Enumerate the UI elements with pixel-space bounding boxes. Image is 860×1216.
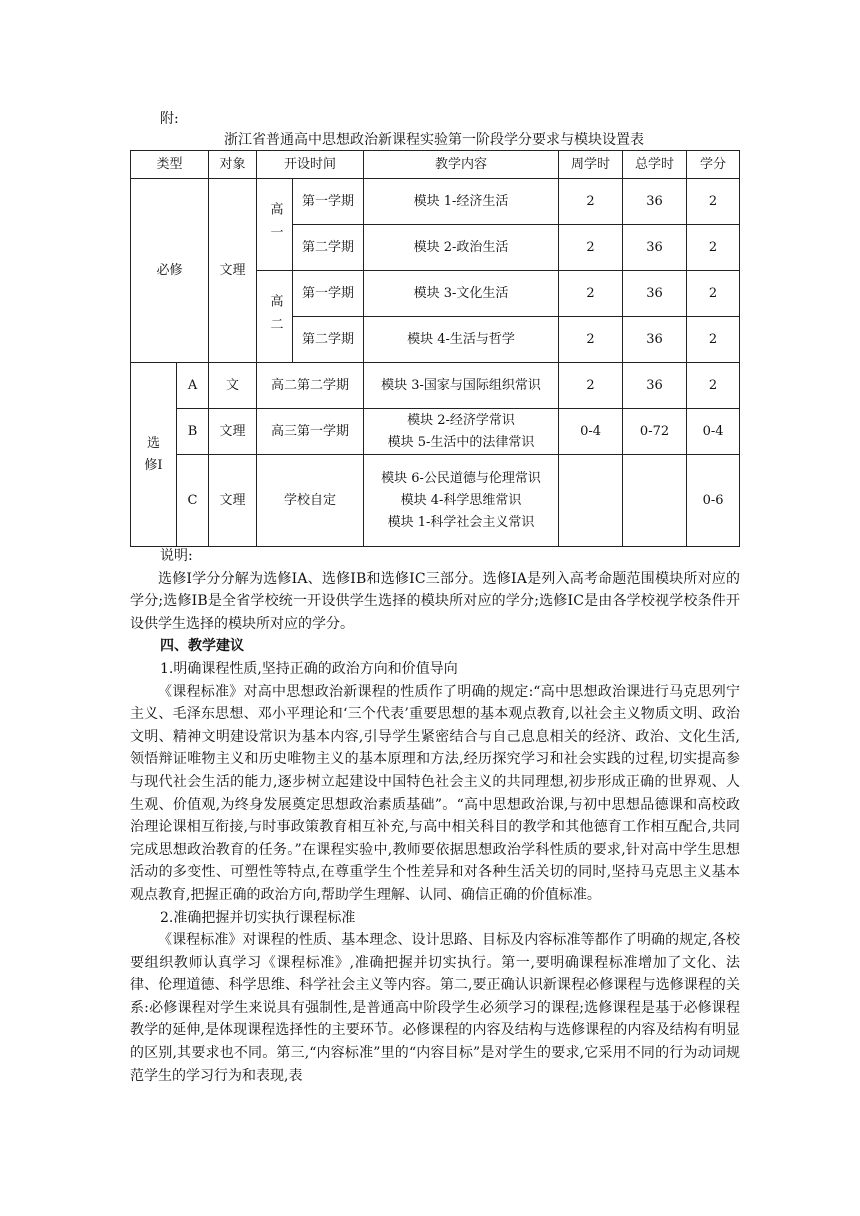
credit-cell: 2 [687, 271, 740, 317]
content-cell: 模块 1-经济生活 [364, 179, 559, 225]
paragraph-1: 《课程标准》对高中思想政治新课程的性质作了明确的规定:“高中思想政治课进行马克思列宁主义、毛泽东思想、邓小平理论和‘三个代表’重要思想的基本观点教育,以社会主义物质文明、政治文明、精神文明建设常识为基本内容,引导学生紧密结合与自己息息相关的经济、政治、文化生活,领悟辩证唯物主义和历史唯物主义的基本原理和方法,经历探究学习和社会实践的过程,切实提高参与现代社会生活的能力,逐步树立起建设中国特色社会主义的共同理想,初步形成正确的世界观、人生观、价值观,为终身发展奠定思想政治素质基础”。“高中思想政治课,与初中思想品德课和高校政治理论课相互衔接,与时事政策教育相互补充,与高中相关科目的教学和其他德育工作相互配合,共同完成思想政治教育的任务。”在课程实验中,教师要依据思想政治学科性质的要求,针对高中学生思想活动的多变性、可塑性等特点,在尊重学生个性差异和对各种生活关切的同时,坚持马克思主义基本观点教育,把握正确的政治方向,帮助学生理解、认同、确信正确的价值标准。 [130, 683, 740, 903]
elective-type: 选修Ⅰ [131, 363, 177, 547]
content-cell: 模块 6-公民道德与伦理常识 模块 4-科学思维常识 模块 1-科学社会主义常识 [364, 455, 559, 547]
credit-cell: 2 [687, 317, 740, 363]
elective-sub: A [177, 363, 209, 409]
total-cell [623, 455, 687, 547]
table-row [131, 363, 740, 409]
term-cell: 第一学期 [293, 271, 364, 317]
elective-audience: 文理 [209, 455, 257, 547]
content-cell: 模块 2-政治生活 [364, 225, 559, 271]
body-text [130, 545, 740, 1087]
table-row [131, 455, 740, 547]
header-weekly-hours: 周学时 [559, 151, 623, 179]
content-cell: 模块 3-国家与国际组织常识 [364, 363, 559, 409]
subheading-1: 1.明确课程性质,坚持正确的政治方向和价值导向 [160, 660, 458, 677]
header-time: 开设时间 [257, 151, 364, 179]
term-cell: 第一学期 [293, 179, 364, 225]
header-content: 教学内容 [364, 151, 559, 179]
credit-cell: 2 [687, 363, 740, 409]
elective-audience: 文 [209, 363, 257, 409]
content-cell: 模块 3-文化生活 [364, 271, 559, 317]
elective-sub: C [177, 455, 209, 547]
weekly-cell: 2 [559, 179, 623, 225]
total-cell: 0-72 [623, 409, 687, 455]
total-cell: 36 [623, 363, 687, 409]
total-cell: 36 [623, 179, 687, 225]
table-title: 浙江省普通高中思想政治新课程实验第一阶段学分要求与模块设置表 [224, 132, 644, 148]
weekly-cell: 2 [559, 317, 623, 363]
note-label: 说明: [160, 548, 193, 564]
required-type: 必修 [131, 179, 209, 363]
note-paragraph: 选修Ⅰ学分分解为选修ⅠA、选修ⅠB和选修ⅠC三部分。选修ⅠA是列入高考命题范围模块所对应的学分;选修ⅠB是全省学校统一开设供学生选择的模块所对应的学分;选修ⅠC是由各学校视学校条件开设供学生选择的模块所对应的学分。 [130, 570, 740, 632]
subheading-2: 2.准确把握并切实执行课程标准 [160, 909, 356, 926]
weekly-cell: 2 [559, 271, 623, 317]
content-cell: 模块 2-经济学常识 模块 5-生活中的法律常识 [364, 409, 559, 455]
term-cell: 第二学期 [293, 317, 364, 363]
header-credits: 学分 [687, 151, 740, 179]
elective-time: 高三第一学期 [257, 409, 364, 455]
table-row [131, 409, 740, 455]
paragraph-2: 《课程标准》对课程的性质、基本理念、设计思路、目标及内容标准等都作了明确的规定,各校要组织教师认真学习《课程标准》,准确把握并切实执行。第一,要明确课程标准增加了文化、法律、伦理道德、科学思维、科学社会主义等内容。第二,要正确认识新课程必修课程与选修课程的关系:必修课程对学生来说具有强制性,是普通高中阶段学生必须学习的课程;选修课程是基于必修课程教学的延伸,是体现课程选择性的主要环节。必修课程的内容及结构与选修课程的内容及结构有明显的区别,其要求也不同。第三,“内容标准”里的“内容目标”是对学生的要求,它采用不同的行为动词规范学生的学习行为和表现,表 [130, 932, 740, 1084]
total-cell: 36 [623, 317, 687, 363]
credit-cell: 0-6 [687, 455, 740, 547]
elective-sub: B [177, 409, 209, 455]
appendix-label: 附: [160, 111, 179, 127]
elective-time: 学校自定 [257, 455, 364, 547]
credit-module-table [130, 150, 740, 547]
content-cell: 模块 4-生活与哲学 [364, 317, 559, 363]
term-cell: 第二学期 [293, 225, 364, 271]
weekly-cell: 2 [559, 225, 623, 271]
grade-2: 高二 [257, 271, 293, 363]
credit-cell: 0-4 [687, 409, 740, 455]
header-audience: 对象 [209, 151, 257, 179]
weekly-cell [559, 455, 623, 547]
table-row [131, 179, 740, 225]
table-header-row [131, 151, 740, 179]
elective-audience: 文理 [209, 409, 257, 455]
weekly-cell: 0-4 [559, 409, 623, 455]
required-audience: 文理 [209, 179, 257, 363]
credit-cell: 2 [687, 225, 740, 271]
header-total-hours: 总学时 [623, 151, 687, 179]
section-heading: 四、教学建议 [160, 638, 244, 655]
credit-cell: 2 [687, 179, 740, 225]
elective-time: 高二第二学期 [257, 363, 364, 409]
total-cell: 36 [623, 271, 687, 317]
header-type: 类型 [131, 151, 209, 179]
weekly-cell: 2 [559, 363, 623, 409]
grade-1: 高一 [257, 179, 293, 271]
total-cell: 36 [623, 225, 687, 271]
